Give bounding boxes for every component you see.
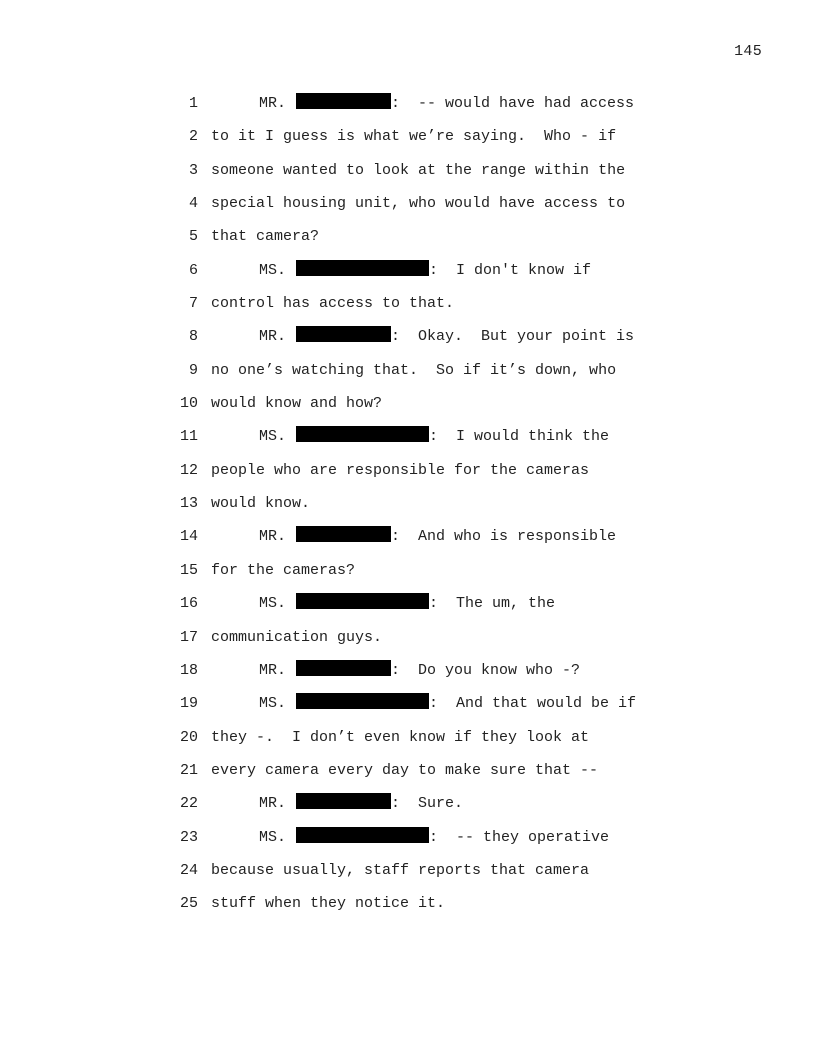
spoken-text: for the cameras? [211, 561, 356, 579]
spoken-text: : Sure. [391, 795, 464, 813]
line-text [211, 287, 454, 320]
transcript-line [0, 320, 816, 353]
transcript-line [0, 487, 816, 520]
redacted-name-block [296, 793, 391, 809]
line-number: 18 [179, 661, 198, 679]
speaker-title: MR. [259, 95, 287, 112]
line-text [211, 487, 310, 520]
line-number: 11 [179, 428, 198, 446]
line-number: 8 [188, 328, 198, 346]
spoken-text: every camera every day to make sure that -- [211, 761, 599, 779]
transcript-line [0, 120, 816, 153]
line-text [211, 754, 598, 787]
transcript-line [0, 554, 816, 587]
line-text [211, 854, 589, 887]
speaker-turn [259, 520, 616, 553]
redacted-name-block [296, 260, 429, 276]
redacted-name-block [296, 693, 429, 709]
line-text [211, 387, 382, 420]
line-text [211, 187, 625, 220]
redacted-name-block [296, 426, 429, 442]
speaker-title: MR. [259, 795, 287, 813]
speaker-title: MR. [259, 328, 287, 346]
line-number: 13 [179, 495, 198, 513]
line-number: 21 [179, 761, 198, 779]
spoken-text: : Do you know who -? [391, 661, 581, 679]
transcript-line [0, 287, 816, 320]
spoken-text: would know and how? [211, 395, 383, 413]
redacted-name-block [296, 827, 429, 843]
speaker-turn [259, 654, 580, 687]
redacted-name-block [296, 526, 391, 542]
line-text [211, 454, 589, 487]
line-text [211, 354, 616, 387]
transcript-line [0, 387, 816, 420]
spoken-text: because usually, staff reports that camera [211, 861, 590, 879]
line-number: 10 [179, 395, 198, 413]
line-number: 20 [179, 728, 198, 746]
transcript-line [0, 821, 816, 854]
spoken-text: : I don't know if [429, 261, 592, 279]
redacted-name-block [296, 93, 391, 109]
page-number: 145 [734, 43, 762, 60]
speaker-title: MS. [259, 695, 287, 713]
transcript-line [0, 220, 816, 253]
speaker-turn [259, 587, 555, 620]
spoken-text: : And who is responsible [391, 528, 617, 546]
speaker-turn [259, 320, 634, 353]
line-text [211, 554, 355, 587]
line-number: 24 [179, 861, 198, 879]
spoken-text: that camera? [211, 228, 320, 246]
spoken-text: : I would think the [429, 428, 610, 446]
transcript-line [0, 621, 816, 654]
transcript-line [0, 654, 816, 687]
speaker-title: MS. [259, 428, 287, 446]
spoken-text: special housing unit, who would have access to [211, 195, 626, 213]
speaker-turn [259, 87, 634, 120]
speaker-turn [259, 420, 609, 453]
spoken-text: no one’s watching that. So if it’s down, who [211, 361, 617, 379]
transcript-line [0, 520, 816, 553]
line-number: 22 [179, 795, 198, 813]
line-number: 1 [188, 95, 198, 112]
line-number: 12 [179, 461, 198, 479]
transcript-line [0, 254, 816, 287]
spoken-text: : And that would be if [429, 695, 637, 713]
transcript-line [0, 687, 816, 720]
spoken-text: someone wanted to look at the range within the [211, 161, 626, 179]
spoken-text: to it I guess is what we’re saying. Who - if [211, 128, 617, 146]
spoken-text: : Okay. But your point is [391, 328, 635, 346]
speaker-title: MR. [259, 661, 287, 679]
line-text [211, 721, 589, 754]
speaker-title: MR. [259, 528, 287, 546]
speaker-turn [259, 787, 463, 820]
transcript-line [0, 354, 816, 387]
spoken-text: they -. I don’t even know if they look at [211, 728, 590, 746]
line-number: 5 [188, 228, 198, 246]
line-text [211, 120, 616, 153]
line-number: 7 [188, 295, 198, 313]
redacted-name-block [296, 660, 391, 676]
redacted-name-block [296, 593, 429, 609]
transcript-line [0, 187, 816, 220]
redacted-name-block [296, 326, 391, 342]
speaker-title: MS. [259, 828, 287, 846]
line-number: 2 [188, 128, 198, 146]
line-text [211, 621, 382, 654]
spoken-text: communication guys. [211, 628, 383, 646]
transcript-line [0, 454, 816, 487]
transcript-line [0, 587, 816, 620]
line-text [211, 220, 319, 253]
line-number: 4 [188, 195, 198, 213]
line-text [211, 154, 625, 187]
transcript-line [0, 854, 816, 887]
line-number: 17 [179, 628, 198, 646]
speaker-title: MS. [259, 595, 287, 613]
transcript-line [0, 87, 816, 120]
spoken-text: people who are responsible for the cameras [211, 461, 590, 479]
transcript-line [0, 787, 816, 820]
line-number: 9 [188, 361, 198, 379]
line-number: 25 [179, 895, 198, 913]
spoken-text: stuff when they notice it. [211, 895, 446, 913]
transcript-line [0, 721, 816, 754]
speaker-turn [259, 254, 591, 287]
speaker-turn [259, 687, 636, 720]
transcript-line [0, 420, 816, 453]
line-number: 15 [179, 561, 198, 579]
line-number: 23 [179, 828, 198, 846]
line-number: 14 [179, 528, 198, 546]
line-text [211, 887, 445, 920]
transcript-body [0, 87, 816, 921]
spoken-text: : The um, the [429, 595, 556, 613]
line-number: 16 [179, 595, 198, 613]
spoken-text: control has access to that. [211, 295, 455, 313]
line-number: 3 [188, 161, 198, 179]
speaker-title: MS. [259, 261, 287, 279]
spoken-text: : -- would have had access [391, 95, 635, 112]
transcript-line [0, 154, 816, 187]
transcript-line [0, 887, 816, 920]
spoken-text: would know. [211, 495, 311, 513]
spoken-text: : -- they operative [429, 828, 610, 846]
speaker-turn [259, 821, 609, 854]
transcript-line [0, 754, 816, 787]
line-number: 6 [188, 261, 198, 279]
line-number: 19 [179, 695, 198, 713]
